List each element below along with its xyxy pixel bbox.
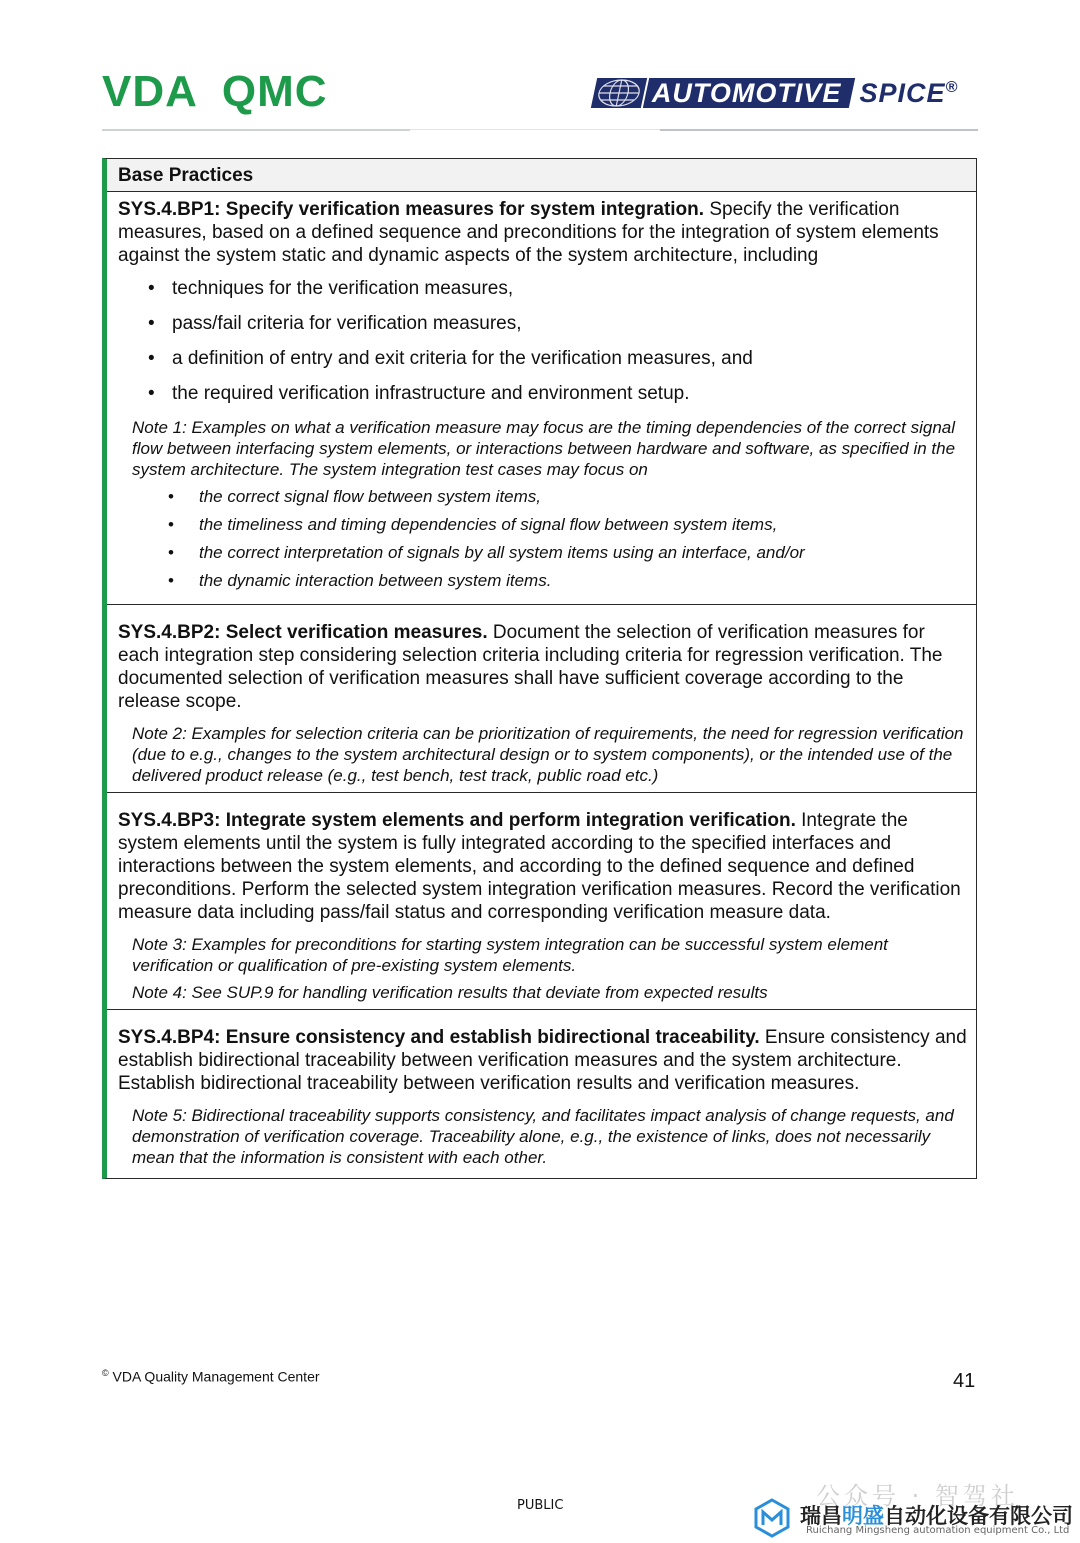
bp4-cell — [107, 1010, 976, 1178]
classification-label: PUBLIC — [517, 1498, 564, 1513]
automotive-wordmark: AUTOMOTIVE — [643, 78, 855, 108]
note-1-bullet-list — [118, 486, 968, 591]
spice-wordmark: SPICE® — [859, 77, 959, 108]
note-2: Note 2: Examples for selection criteria can be prioritization of requirements, the need for regression verification (due to e.g., changes to the system architectural design or to system components), or the intended use of the delivered product release (e.g., test bench, test track, public road etc.) — [132, 724, 964, 785]
list-item: • the correct signal flow between system items, — [118, 486, 968, 507]
globe-icon — [591, 78, 647, 108]
table-heading: Base Practices — [107, 159, 976, 192]
page-number: 41 — [953, 1370, 976, 1392]
header-divider-right — [660, 129, 978, 131]
company-logo-icon — [752, 1498, 792, 1538]
bp4-body: Ensure consistency and establish bidirectional traceability between verification measures and the system architecture. Establish bidirectional traceability between verification results and verification measures. — [118, 1027, 967, 1094]
bp1-body: Specify the verification measures, based on a defined sequence and preconditions for the integration of system elements against the system static and dynamic aspects of the system architecture, including — [118, 199, 939, 266]
bp2-cell — [107, 605, 976, 793]
note-4: Note 4: See SUP.9 for handling verification results that deviate from expected results — [132, 983, 768, 1002]
bp4-title: SYS.4.BP4: Ensure consistency and establish bidirectional traceability. — [118, 1027, 760, 1048]
bp3-cell — [107, 793, 976, 1010]
company-name: 瑞昌明盛自动化设备有限公司 — [800, 1504, 1073, 1528]
automotive-spice-logo — [594, 77, 958, 109]
bp2-paragraph — [118, 621, 968, 713]
header-divider-mid — [410, 129, 660, 130]
bp1-paragraph — [118, 198, 968, 267]
base-practices-table — [102, 158, 977, 1179]
bp1-title: SYS.4.BP1: Specify verification measures for system integration. — [118, 199, 705, 220]
bp2-title: SYS.4.BP2: Select verification measures. — [118, 622, 488, 643]
company-english-name: Ruichang Mingsheng automation equipment Co., Ltd — [806, 1525, 1070, 1536]
copyright-notice — [102, 1368, 320, 1385]
note-5: Note 5: Bidirectional traceability supports consistency, and facilitates impact analysis of change requests, and demonstration of verification coverage. Traceability alone, e.g., the existence of links, does not necessarily mean that the information is consistent with each other. — [132, 1106, 954, 1167]
note-3: Note 3: Examples for preconditions for starting system integration can be successful system element verification or qualification of pre-existing system elements. — [132, 935, 888, 975]
watermark-faint-text: 公众号 · 智驾社 — [816, 1482, 1019, 1510]
bp1-bullet-list — [118, 277, 968, 405]
copyright-text: VDA Quality Management Center — [112, 1368, 320, 1385]
list-item: • pass/fail criteria for verification measures, — [118, 312, 968, 335]
vda-qmc-logo — [102, 67, 328, 116]
note-1: Note 1: Examples on what a verification measure may focus are the timing dependencies of the correct signal flow between interfacing system elements, or interactions between hardware and software, as specified in the system architecture. The system integration test cases may focus on — [132, 418, 956, 479]
list-item: • the dynamic interaction between system items. — [118, 570, 968, 591]
list-item: • techniques for the verification measures, — [118, 277, 968, 300]
qmc-logo-text: QMC — [221, 67, 328, 116]
copyright-symbol: © — [102, 1368, 109, 1378]
bp3-body: Integrate the system elements until the system is fully integrated according to the specified interfaces and interactions between the system elements, and according to the defined sequence and defined preconditions. Perform the selected system integration verification measures. Record the verification measure data including pass/fail status and corresponding verification measure data. — [118, 810, 961, 923]
header-divider-left — [102, 129, 410, 131]
bp1-cell — [107, 192, 976, 605]
list-item: • the required verification infrastructure and environment setup. — [118, 382, 968, 405]
bp3-paragraph — [118, 809, 968, 924]
list-item: • the timeliness and timing dependencies of signal flow between system items, — [118, 514, 968, 535]
bp4-paragraph — [118, 1026, 968, 1095]
vda-logo-text: VDA — [102, 67, 198, 116]
list-item: • a definition of entry and exit criteria for the verification measures, and — [118, 347, 968, 370]
bp3-title: SYS.4.BP3: Integrate system elements and perform integration verification. — [118, 810, 796, 831]
bp2-body: Document the selection of verification measures for each integration step considering selection criteria including criteria for regression verification. The documented selection of verification measures shall have sufficient coverage according to the release scope. — [118, 622, 943, 712]
list-item: • the correct interpretation of signals by all system items using an interface, and/or — [118, 542, 968, 563]
